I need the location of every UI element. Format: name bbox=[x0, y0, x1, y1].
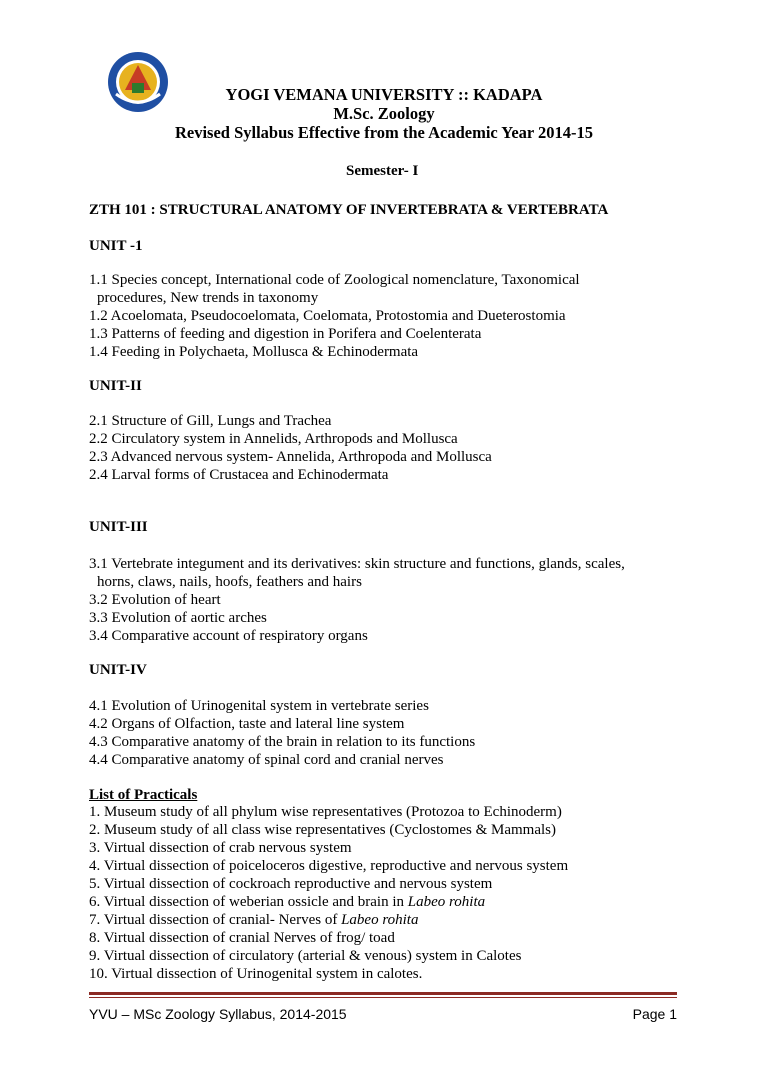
unit-1-heading: UNIT -1 bbox=[89, 238, 143, 254]
list-item: 9. Virtual dissection of circulatory (arterial & venous) system in Calotes bbox=[89, 948, 522, 964]
list-item: 4.3 Comparative anatomy of the brain in relation to its functions bbox=[89, 734, 476, 750]
unit-3-heading: UNIT-III bbox=[89, 519, 148, 535]
course-title: ZTH 101 : STRUCTURAL ANATOMY OF INVERTEBRATA & VERTEBRATA bbox=[89, 202, 609, 218]
list-item bbox=[89, 893, 568, 911]
list-item: 1.3 Patterns of feeding and digestion in Porifera and Coelenterata bbox=[89, 326, 482, 342]
unit-4-heading: UNIT-IV bbox=[89, 662, 147, 678]
list-item bbox=[89, 911, 568, 929]
revision-title: Revised Syllabus Effective from the Academic Year 2014-15 bbox=[174, 123, 594, 142]
unit-4-topics bbox=[89, 697, 475, 769]
list-item: 10. Virtual dissection of Urinogenital system in calotes. bbox=[89, 966, 423, 982]
practical-6-text: 6. Virtual dissection of weberian ossicle and brain in bbox=[89, 894, 408, 910]
list-item: horns, claws, nails, hoofs, feathers and hairs bbox=[97, 574, 362, 590]
unit-3-topics bbox=[89, 555, 625, 645]
species-name: Labeo rohita bbox=[341, 912, 419, 928]
list-item: 4.2 Organs of Olfaction, taste and lateral line system bbox=[89, 716, 405, 732]
unit-2-heading: UNIT-II bbox=[89, 378, 142, 394]
practicals-heading: List of Practicals bbox=[89, 787, 198, 803]
list-item: 3.3 Evolution of aortic arches bbox=[89, 610, 267, 626]
practicals-list bbox=[89, 803, 568, 983]
list-item: 2.3 Advanced nervous system- Annelida, Arthropoda and Mollusca bbox=[89, 449, 492, 465]
list-item: 4.4 Comparative anatomy of spinal cord and cranial nerves bbox=[89, 752, 444, 768]
list-item: 3.2 Evolution of heart bbox=[89, 592, 221, 608]
list-item: 1.1 Species concept, International code of Zoological nomenclature, Taxonomical bbox=[89, 272, 580, 288]
unit-2-topics bbox=[89, 412, 492, 484]
footer-title: YVU – MSc Zoology Syllabus, 2014-2015 bbox=[89, 1006, 347, 1022]
list-item: 3.1 Vertebrate integument and its derivatives: skin structure and functions, glands, scales, bbox=[89, 556, 625, 572]
footer-divider-thin bbox=[89, 997, 677, 998]
list-item: 5. Virtual dissection of cockroach reproductive and nervous system bbox=[89, 876, 493, 892]
list-item: procedures, New trends in taxonomy bbox=[97, 290, 319, 306]
list-item: 2.2 Circulatory system in Annelids, Arthropods and Mollusca bbox=[89, 431, 458, 447]
unit-1-topics bbox=[89, 271, 580, 361]
list-item: 8. Virtual dissection of cranial Nerves of frog/ toad bbox=[89, 930, 395, 946]
list-item: 3. Virtual dissection of crab nervous system bbox=[89, 840, 352, 856]
page-number: Page 1 bbox=[632, 1006, 677, 1022]
list-item: 2. Museum study of all class wise representatives (Cyclostomes & Mammals) bbox=[89, 822, 556, 838]
footer-divider-thick bbox=[89, 992, 677, 995]
practical-7-text: 7. Virtual dissection of cranial- Nerves of bbox=[89, 912, 342, 928]
program-title: M.Sc. Zoology bbox=[333, 104, 435, 123]
university-title: YOGI VEMANA UNIVERSITY :: KADAPA bbox=[225, 85, 543, 104]
list-item: 2.1 Structure of Gill, Lungs and Trachea bbox=[89, 413, 332, 429]
list-item: 1. Museum study of all phylum wise representatives (Protozoa to Echinoderm) bbox=[89, 804, 562, 820]
species-name: Labeo rohita bbox=[407, 894, 486, 910]
list-item: 1.4 Feeding in Polychaeta, Mollusca & Echinodermata bbox=[89, 344, 419, 360]
list-item: 4. Virtual dissection of poicelocerоs digestive, reproductive and nervous system bbox=[89, 858, 569, 874]
list-item: 2.4 Larval forms of Crustacea and Echinodermata bbox=[89, 467, 389, 483]
list-item: 4.1 Evolution of Urinogenital system in vertebrate series bbox=[89, 698, 429, 714]
semester-label: Semester- I bbox=[346, 163, 419, 179]
list-item: 1.2 Acoelomata, Pseudocoelomata, Coelomata, Protostomia and Dueterostomia bbox=[89, 308, 566, 324]
list-item: 3.4 Comparative account of respiratory organs bbox=[89, 628, 368, 644]
